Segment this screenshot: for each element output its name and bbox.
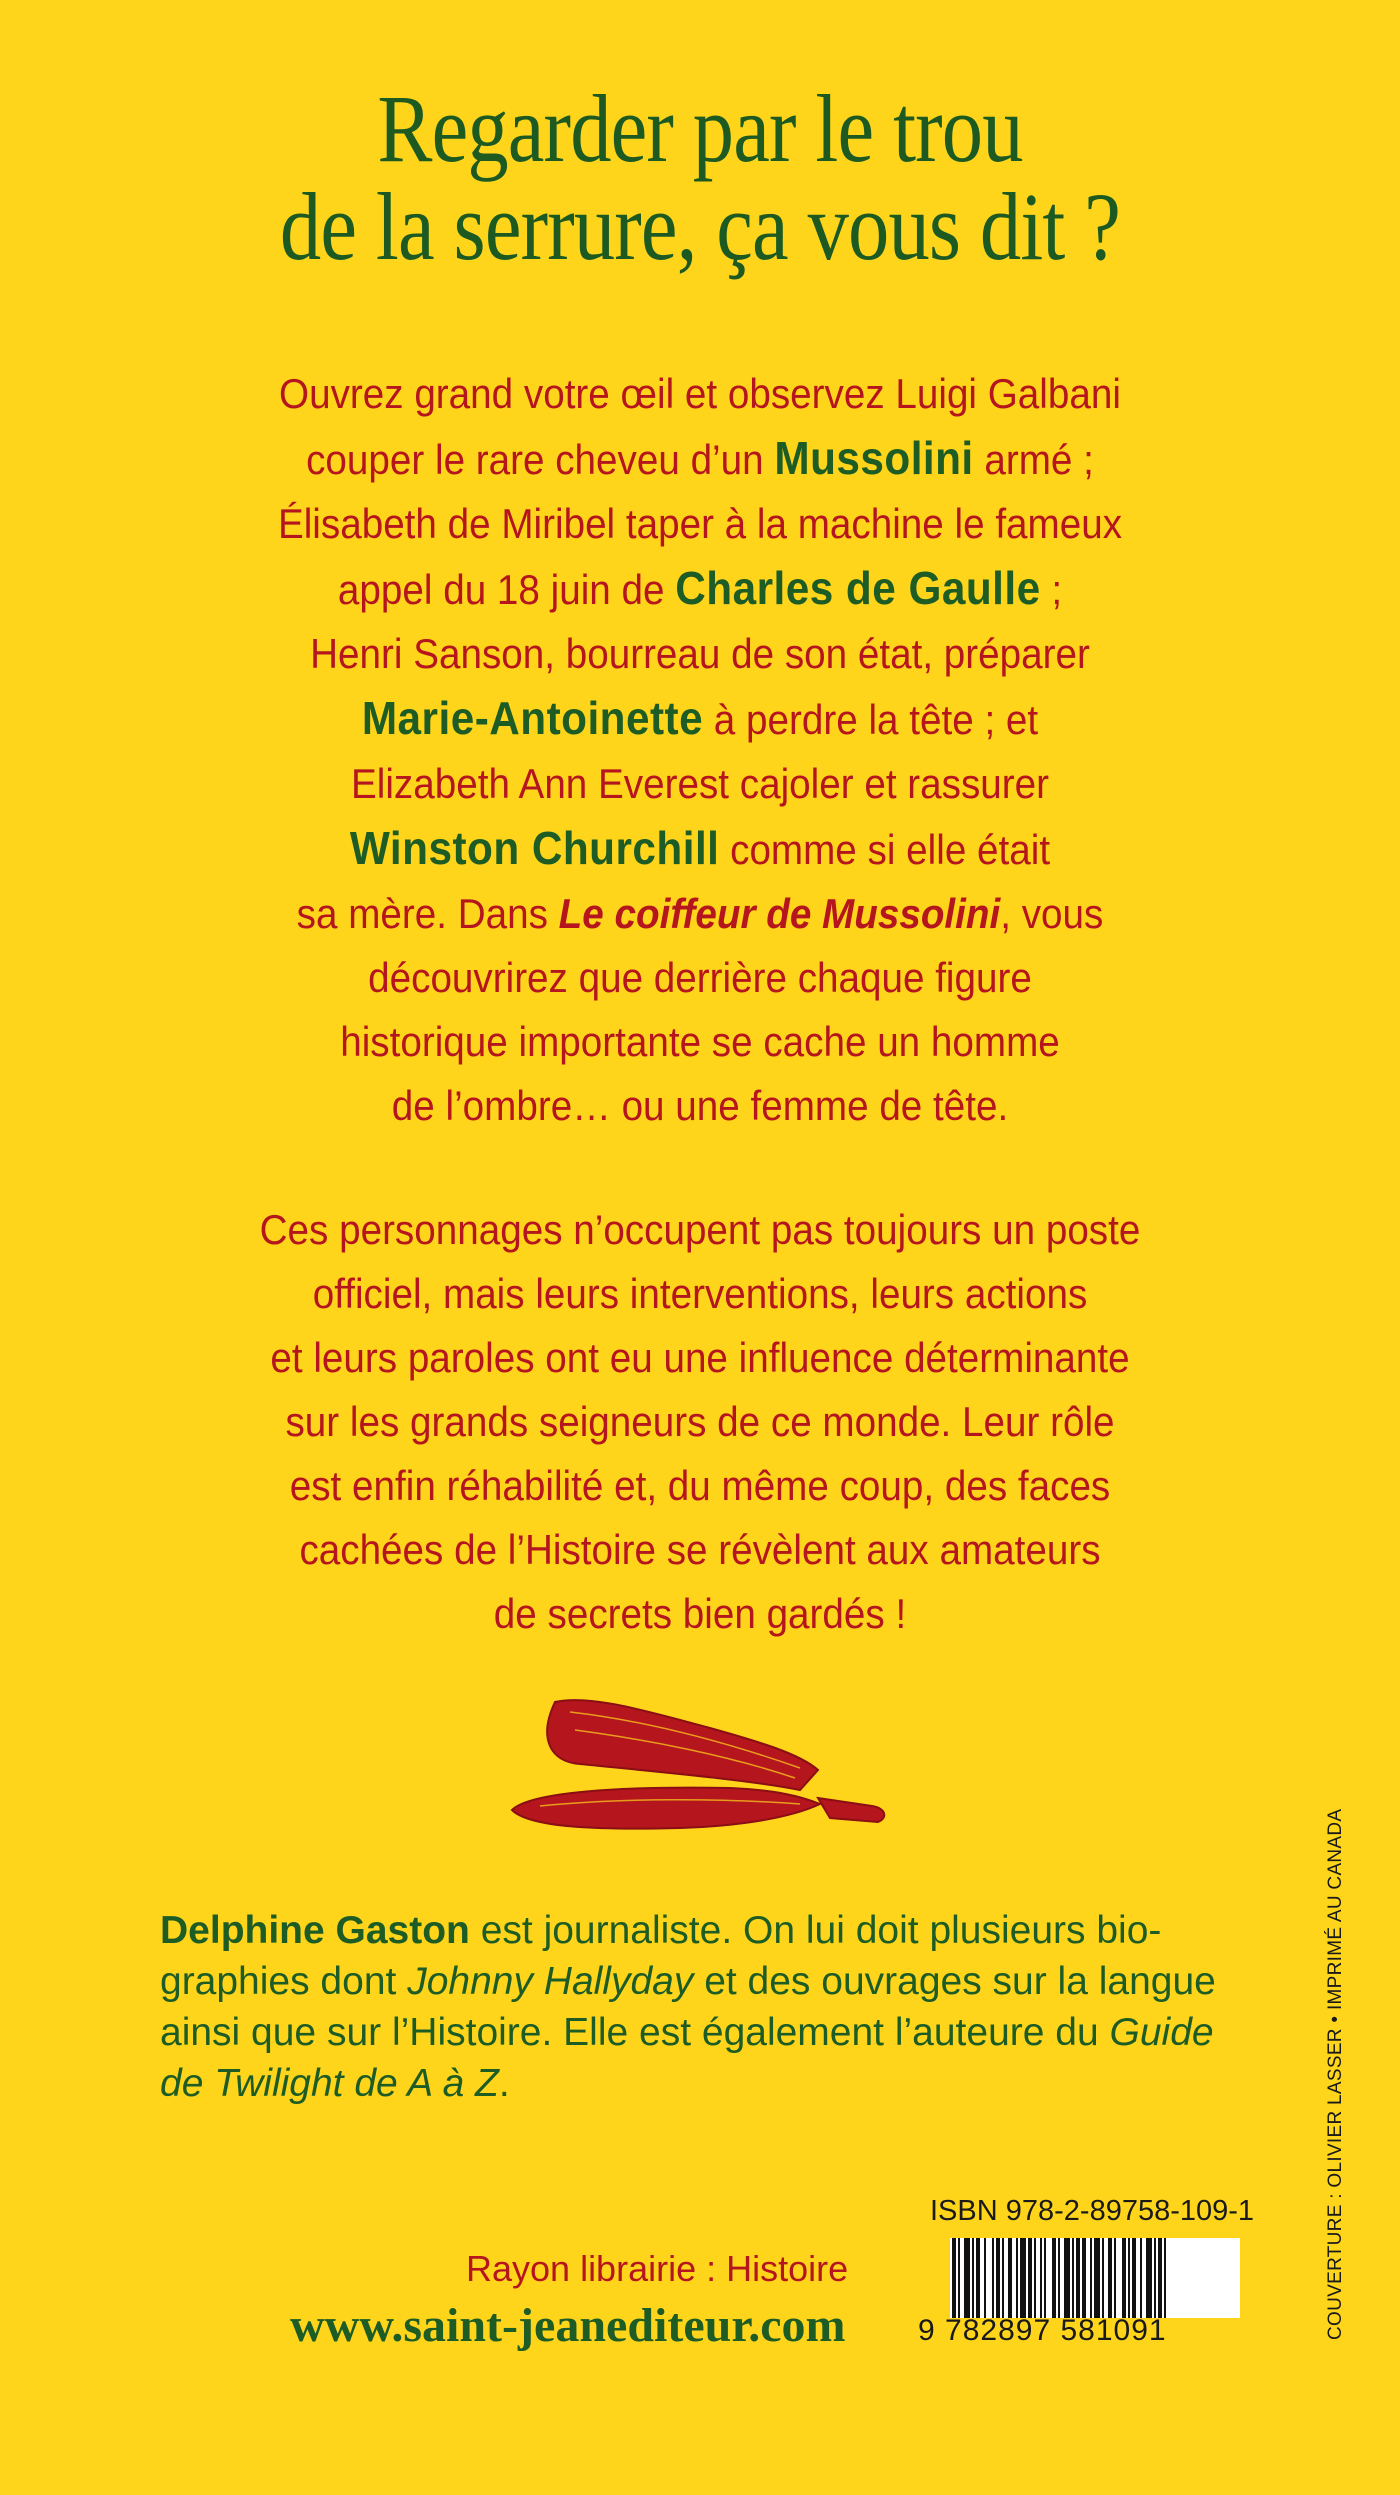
highlight-name: Charles de Gaulle xyxy=(675,562,1041,614)
bio-line: Delphine Gaston est journaliste. On lui doit plusieurs bio- xyxy=(160,1909,1162,1952)
paragraph-line: et leurs paroles ont eu une influence déterminante xyxy=(270,1334,1130,1381)
headline-line-2: de la serrure, ça vous dit ? xyxy=(279,173,1121,280)
paragraph-line: historique importante se cache un homme xyxy=(340,1018,1060,1065)
rayon-label: Rayon librairie : Histoire xyxy=(466,2248,849,2289)
paragraph-line: sur les grands seigneurs de ce monde. Leur rôle xyxy=(285,1398,1115,1445)
bio-line: ainsi que sur l’Histoire. Elle est également l’auteure du Guide xyxy=(160,2011,1214,2054)
paragraph-line: cachées de l’Histoire se révèlent aux amateurs xyxy=(299,1526,1101,1573)
description-paragraph-1 xyxy=(148,362,1252,1138)
headline xyxy=(98,75,1302,280)
paragraph-line: Ouvrez grand votre œil et observez Luigi Galbani xyxy=(279,370,1121,417)
paragraph-line: Elizabeth Ann Everest cajoler et rassurer xyxy=(350,760,1050,807)
book-title: Le coiffeur de Mussolini xyxy=(558,890,1001,937)
paragraph-line: de secrets bien gardés ! xyxy=(493,1590,907,1637)
paragraph-line: Ces personnages n’occupent pas toujours un poste xyxy=(259,1206,1141,1253)
paragraph-line: couper le rare cheveu d’un Mussolini armé ; xyxy=(306,432,1094,484)
author-bio xyxy=(160,1905,1270,2109)
paragraph-line: Henri Sanson, bourreau de son état, préparer xyxy=(310,630,1090,677)
paragraph-line: Winston Churchill comme si elle était xyxy=(349,822,1051,874)
headline-line-1: Regarder par le trou xyxy=(377,75,1023,182)
paragraph-line: découvrirez que derrière chaque figure xyxy=(368,954,1032,1001)
paragraph-line: est enfin réhabilité et, du même coup, des faces xyxy=(289,1462,1111,1509)
bio-line: graphies dont Johnny Hallyday et des ouvrages sur la langue xyxy=(160,1960,1216,2003)
barcode-digits: 9 782897 581091 xyxy=(918,2314,1167,2347)
paragraph-line: Élisabeth de Miribel taper à la machine le fameux xyxy=(277,500,1123,547)
isbn-label: ISBN 978-2-89758-109-1 xyxy=(930,2195,1255,2227)
straight-razor-icon xyxy=(500,1690,900,1860)
paragraph-line: Marie-Antoinette à perdre la tête ; et xyxy=(361,692,1039,744)
paragraph-line: officiel, mais leurs interventions, leurs actions xyxy=(312,1270,1088,1317)
credits-vertical: COUVERTURE : OLIVIER LASSER • IMPRIMÉ AU CANADA xyxy=(1325,1808,1346,2340)
author-name: Delphine Gaston xyxy=(160,1909,470,1952)
paragraph-line: de l’ombre… ou une femme de tête. xyxy=(391,1082,1009,1129)
paragraph-line: appel du 18 juin de Charles de Gaulle ; xyxy=(337,562,1063,614)
bio-line: de Twilight de A à Z. xyxy=(160,2062,510,2105)
highlight-name: Winston Churchill xyxy=(349,822,720,874)
barcode xyxy=(950,2238,1240,2318)
highlight-name: Marie-Antoinette xyxy=(361,692,704,744)
highlight-name: Mussolini xyxy=(774,432,974,484)
website-link[interactable]: www.saint-jeanediteur.com xyxy=(290,2299,846,2352)
paragraph-line: sa mère. Dans Le coiffeur de Mussolini, vous xyxy=(296,890,1104,937)
description-paragraph-2 xyxy=(148,1198,1252,1646)
